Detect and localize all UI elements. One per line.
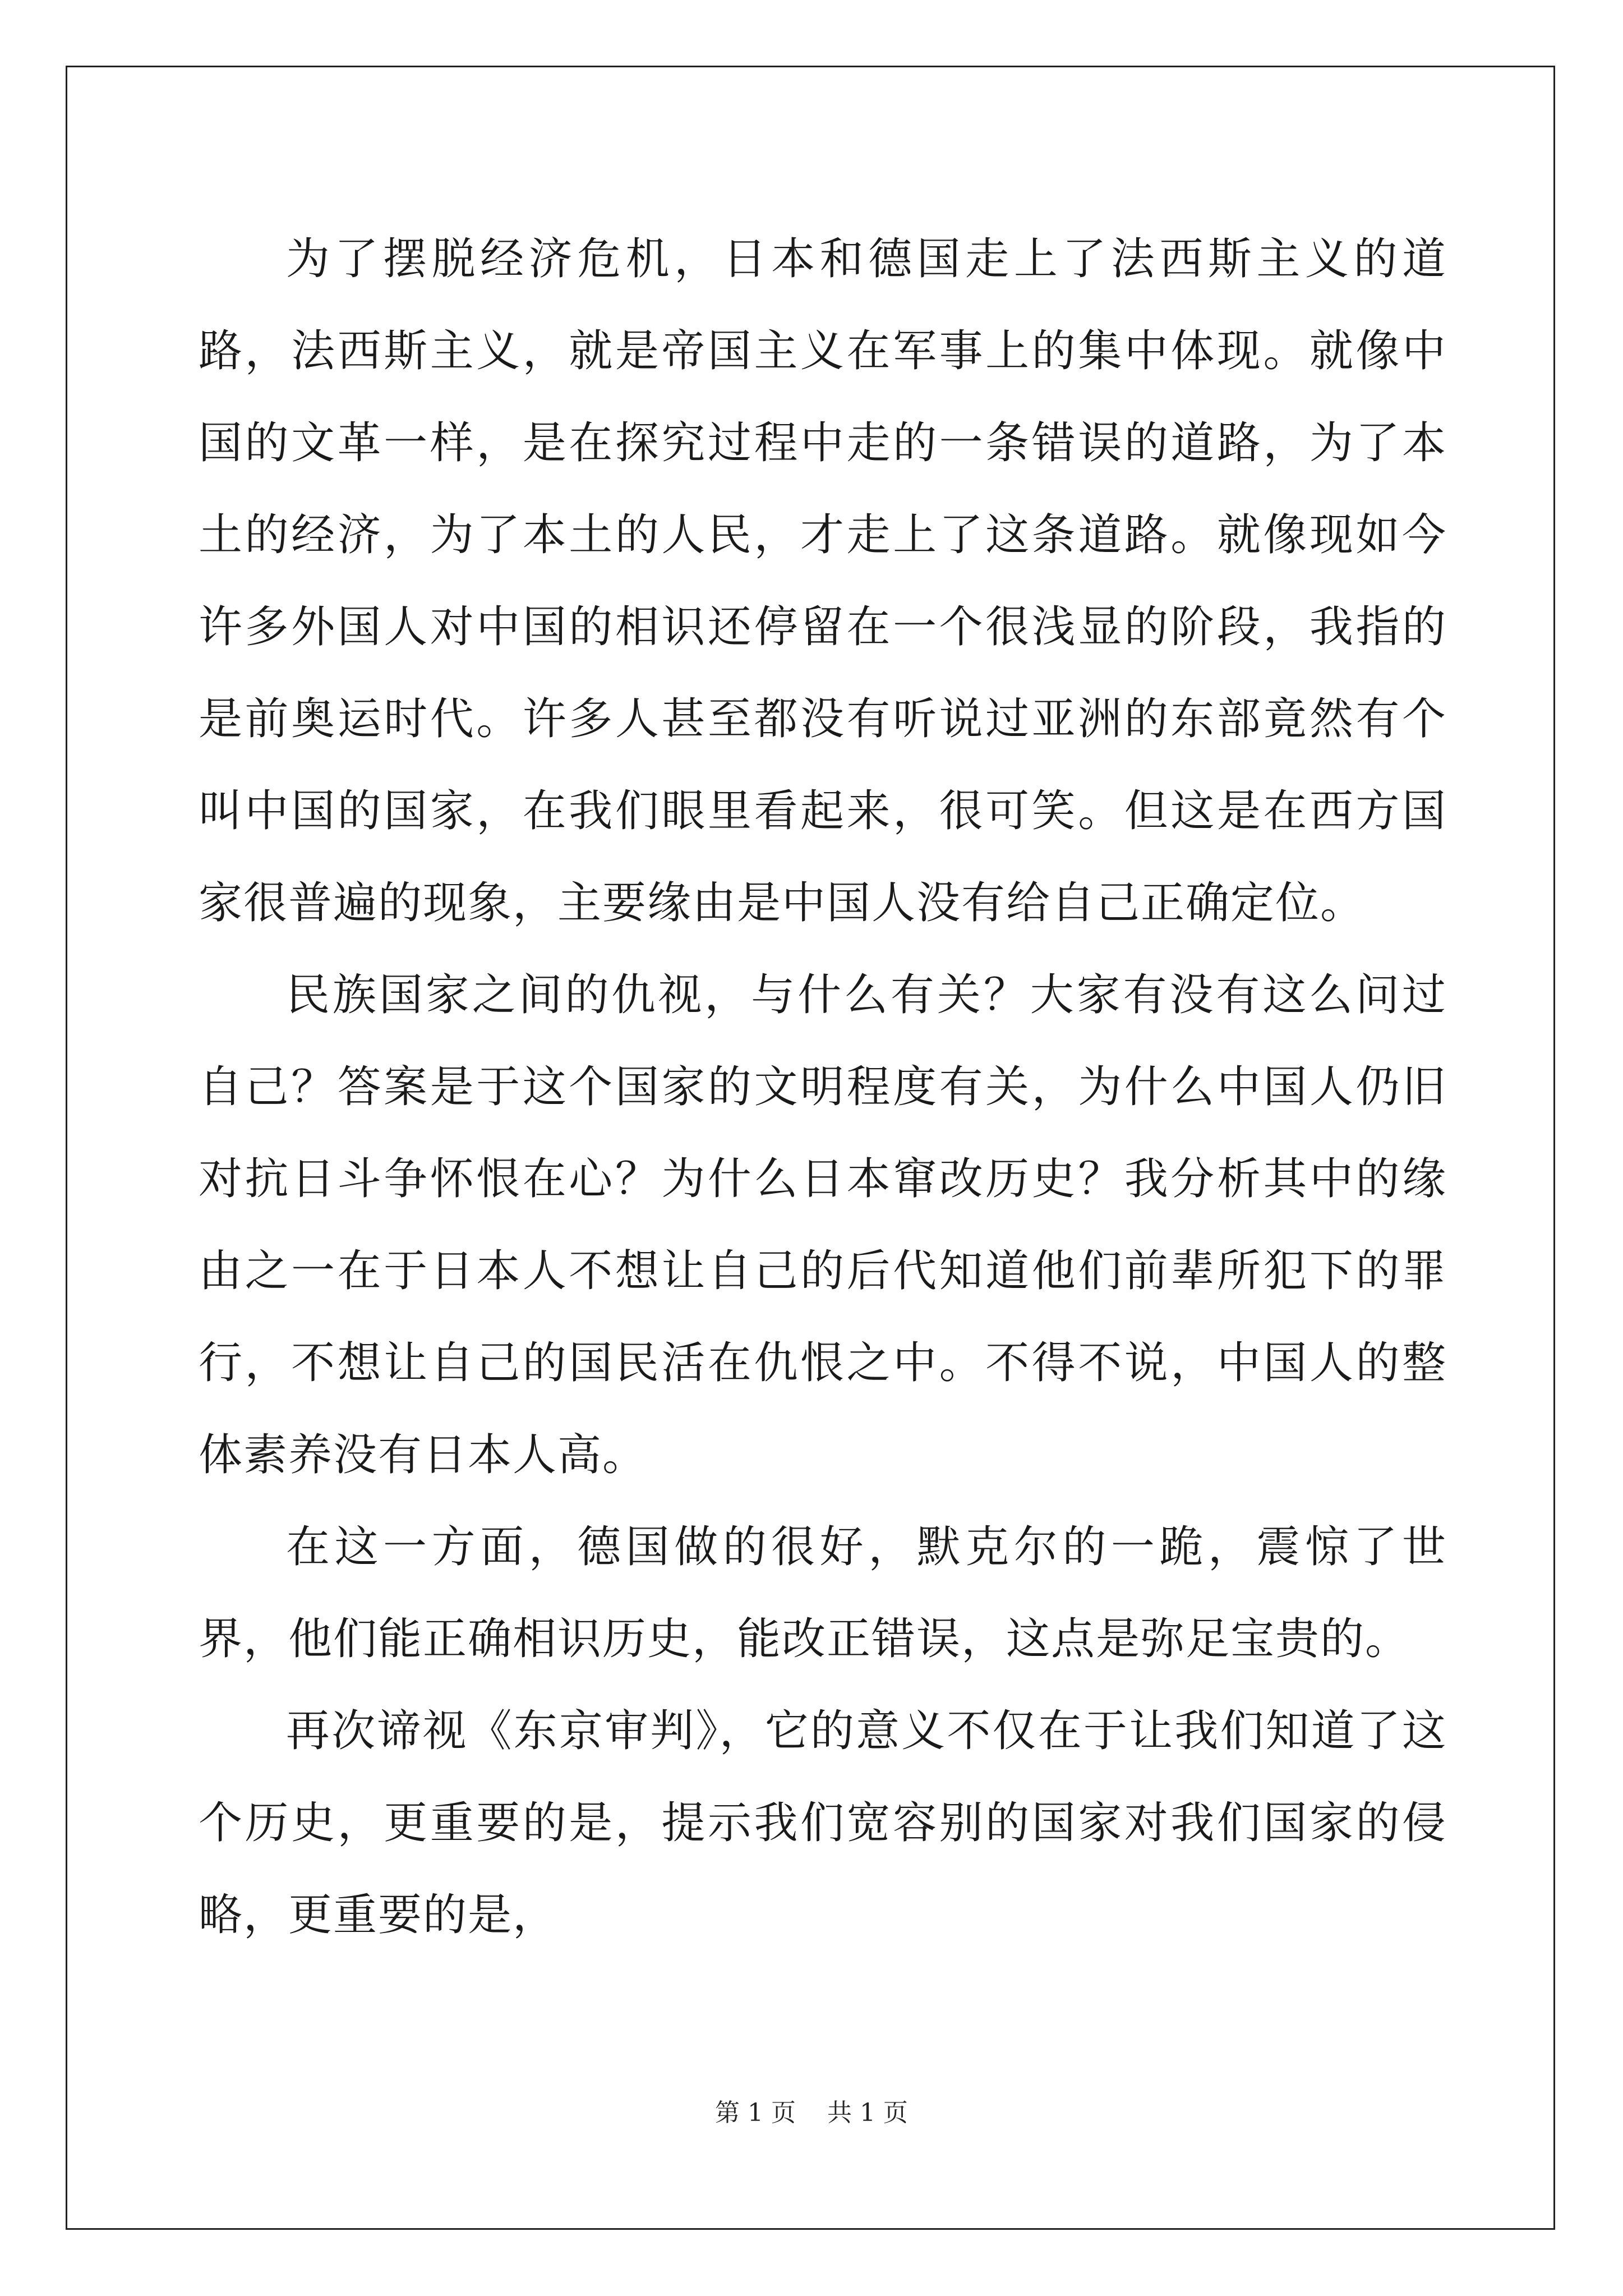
footer-gap [796, 2099, 827, 2127]
page-total: 共 1 页 [827, 2099, 908, 2127]
paragraph-4: 再次谛视《东京审判》，它的意义不仅在于让我们知道了这个历史，更重要的是，提示我们宽容别的国家对我们国家的侵略，更重要的是， [199, 1706, 1447, 1940]
paragraph-2: 民族国家之间的仇视，与什么有关？大家有没有这么问过自己？答案是于这个国家的文明程度有关，为什么中国人仍旧对抗日斗争怀恨在心？为什么日本窜改历史？我分析其中的缘由之一在于日本人不想让自己的后代知道他们前辈所犯下的罪行，不想让自己的国民活在仇恨之中。不得不说，中国人的整体素养没有日本人高。 [199, 970, 1447, 1480]
paragraph-1: 为了摆脱经济危机，日本和德国走上了法西斯主义的道路，法西斯主义，就是帝国主义在军事上的集中体现。就像中国的文革一样，是在探究过程中走的一条错误的道路，为了本土的经济，为了本土的人民，才走上了这条道路。就像现如今许多外国人对中国的相识还停留在一个很浅显的阶段，我指的是前奥运时代。许多人甚至都没有听说过亚洲的东部竟然有个叫中国的国家，在我们眼里看起来，很可笑。但这是在西方国家很普遍的现象，主要缘由是中国人没有给自己正确定位。 [199, 234, 1447, 928]
page-number: 第 1 页 [715, 2099, 796, 2127]
paragraph-3: 在这一方面，德国做的很好，默克尔的一跪，震惊了世界，他们能正确相识历史，能改正错误，这点是弥足宝贵的。 [199, 1522, 1447, 1664]
document-body [199, 213, 1447, 1961]
page-footer [0, 2092, 1623, 2128]
